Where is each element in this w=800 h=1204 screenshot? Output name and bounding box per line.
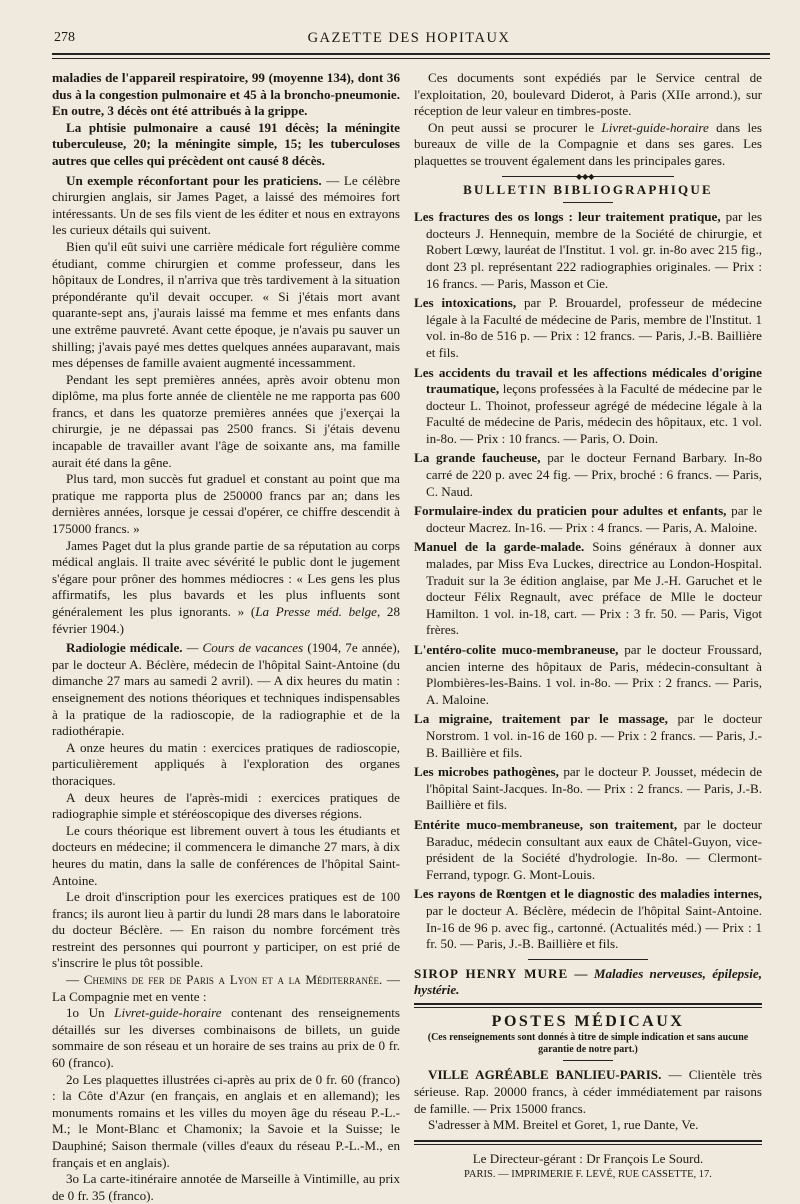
listing-title: VILLE AGRÉABLE BANLIEU-PARIS.	[428, 1067, 662, 1083]
availability-text: On peut aussi se procurer le	[428, 119, 602, 135]
printer-line: PARIS. — IMPRIMERIE F. LEVÉ, RUE CASSETTE, 17.	[464, 1169, 712, 1181]
radiology-paragraph: A onze heures du matin : exercices pratiques de radioscopie, particulièrement appliqués à l'exploration des organes thoraciques.	[52, 739, 400, 788]
page-number: 278	[54, 30, 75, 45]
left-column	[52, 70, 400, 1204]
tuberculosis-paragraph: La phtisie pulmonaire a causé 191 décès; la méningite tuberculeuse, 20; la méningite simple, 15; les tuberculoses autres que celles qui précèdent ont causé 8 décès.	[52, 119, 400, 168]
sirop-indications: — Maladies nerveuses, épilepsie, hystérie.	[414, 965, 763, 998]
right-column	[414, 70, 762, 1181]
railway-availability	[414, 120, 762, 170]
book-title: Manuel de la garde-malade.	[414, 539, 585, 555]
book-title: Les fractures des os longs : leur traitement pratique,	[414, 209, 721, 225]
book-entry	[414, 503, 762, 536]
mortality-paragraph: maladies de l'appareil respiratoire, 99 (moyenne 134), dont 36 dus à la congestion pulmonaire et 45 à la broncho-pneumonie. En outre, 3 décès ont été attribués à la grippe.	[52, 70, 400, 119]
listing-address: S'adresser à MM. Breitel et Goret, 1, rue Dante, Ve.	[428, 1117, 699, 1133]
book-details: par le docteur Froussard, ancien interne des hôpitaux de Paris, médecin-consultant à Plombières-les-Bains. 1 vol. in-8o. — Prix : 2 francs. — Paris, A. Maloine.	[426, 642, 762, 707]
paget-conclusion	[52, 538, 400, 638]
book-entry	[414, 295, 762, 361]
paget-paragraph: Plus tard, mon succès fut graduel et constant au point que ma pratique me rapporta plus de 250000 francs par an; dans les dernières années, lorsque je cessai d'opérer, ce chiffre descendit à 175000 francs. »	[52, 471, 400, 537]
ornament-divider	[502, 171, 674, 181]
item-text: contenant des renseignements détaillés sur les diverses combinaisons de billets, un guide sommaire de son réseau et un horaire de ses trains au prix de 0 fr. 60 (franco).	[52, 1005, 400, 1071]
book-title: La grande faucheuse,	[414, 450, 541, 466]
book-entry	[414, 209, 762, 292]
book-title: Entérite muco-membraneuse, son traitement,	[414, 816, 678, 832]
radiology-text: (1904, 7e année), par le docteur A. Béclère, médecin de l'hôpital Saint-Antoine (du dimanche 27 mars au samedi 2 avril). — A dix heures du matin : enseignement des notions théoriques et techniques indispensables à la pratique de la radioscopie, de la radiographie et de la radiothérapie.	[52, 640, 400, 739]
book-entry	[414, 711, 762, 761]
book-entry	[414, 764, 762, 814]
book-title: Les intoxications,	[414, 295, 517, 311]
railway-continued: Ces documents sont expédiés par le Service central de l'exploitation, 20, boulevard Diderot, à Paris (XIIe arrond.), sur réception de leur valeur en timbres-poste.	[414, 70, 762, 119]
practice-listing	[414, 1067, 762, 1117]
book-title: Les accidents du travail et les affections médicales d'origine traumatique,	[414, 364, 762, 397]
radiology-paragraph: Le droit d'inscription pour les exercices pratiques est de 100 francs; ils auront lieu à partir du lundi 28 mars dans le laboratoire du docteur Béclère. — En raison du nombre forcément très restreint des personnes qui pourront y participer, on est prié de s'inscrire le plus tôt possible.	[52, 889, 400, 971]
book-details: leçons professées à la Faculté de médecine par le docteur L. Thoinot, professeur agrégé de médecine légale à la Faculté de médecine de Paris, médecin des hôpitaux, etc. 1 vol. in-8o. — Prix : 10 francs. — Paris, O. Doin.	[426, 381, 762, 446]
availability-text-end: dans les bureaux de ville de la Compagnie et dans ses gares. Les plaquettes se trouvent également dans les principales gares.	[414, 119, 763, 168]
bulletin-heading: BULLETIN BIBLIOGRAPHIQUE	[463, 181, 713, 197]
short-rule	[563, 202, 613, 203]
book-details: par le docteur Baraduc, médecin consultant aux eaux de Châtel-Guyon, vice-président de la Société d'hydrologie. In-8o. — Clermont-Ferrand, typogr. G. Mont-Louis.	[426, 816, 762, 882]
paget-conclusion-text: James Paget dut la plus grande partie de sa réputation au corps médical anglais. Il traite avec sévérité le public dont le jugement s'égare pour prôner des hommes médiocres : « Les gens les plus affirmatifs, les plus bavards et les plus influents sont généralement les plus ignorants. » (	[52, 537, 400, 619]
book-title: L'entéro-colite muco-membraneuse,	[414, 642, 619, 657]
radiology-subtitle: — Cours de vacances	[182, 640, 304, 656]
sirop-brand: SIROP HENRY MURE	[414, 965, 569, 981]
paget-article-title: Un exemple réconfortant pour les praticiens.	[66, 172, 322, 188]
book-title: Les rayons de Rœntgen et le diagnostic des maladies internes,	[414, 886, 762, 902]
railway-item-2: 2o Les plaquettes illustrées ci-après au prix de 0 fr. 60 (franco) : la Côte d'Azur (en français, en anglais et en allemand); les monuments romains et les villes du moyen âge du réseau P.-L.-M.; le Mont-Blanc et Chamonix; la Savoie et la Suisse; le Dauphiné; Saison thermale (villes d'eaux du réseau P.-L.-M., en français et en anglais).	[52, 1071, 400, 1170]
header-rule	[52, 53, 770, 55]
paget-paragraph: Pendant les sept premières années, après avoir obtenu mon diplôme, ma plus forte année de clientèle ne me rapporta pas 600 francs, et dans les quatorze premières années que j'exerçai la chirurgie, je ne dépassai pas 2500 francs. Si j'étais devenu incapable de travailler avant l'âge de soixante ans, ma famille aurait été dans la gêne.	[52, 371, 400, 470]
book-details: par le docteur P. Jousset, médecin de l'hôpital Saint-Jacques. In-8o. — Prix : 2 francs. — Paris, J.-B. Baillière et fils.	[426, 764, 763, 813]
postes-disclaimer: (Ces renseignements sont donnés à titre de simple indication et sans aucune garantie de notre part.)	[427, 1032, 749, 1056]
book-entry	[414, 886, 762, 952]
radiology-course-paragraph	[52, 640, 400, 740]
paget-paragraph: Bien qu'il eût suivi une carrière médicale fort régulière comme étudiant, comme chirurgien et comme professeur, dans les hôpitaux de Londres, il n'arriva que très tardivement à la situation prépondérante qu'il devait occuper. « Si j'étais mort avant quarante-sept ans, j'aurais laissé ma femme et mes enfants dans une extrême pauvreté. Avant cette époque, je n'avais pu sauver un shilling; j'avais payé mes dettes quelques années auparavant, mais mes dépenses de famille avaient augmenté incessamment.	[52, 238, 400, 371]
book-details: par P. Brouardel, professeur de médecine légale à la Faculté de médecine de Paris, membre de l'Institut. 1 vol. in-8o de 516 p. — Prix : 12 francs. — Paris, J.-B. Baillière et fils.	[426, 295, 762, 360]
paget-article-intro	[52, 173, 400, 239]
director-line: Le Directeur-gérant : Dr François Le Sourd.	[472, 1150, 704, 1166]
divider-rule	[528, 959, 648, 960]
double-rule	[414, 1140, 762, 1145]
book-entry	[414, 539, 762, 639]
book-details: par le docteur A. Béclère, médecin de l'hôpital Saint-Antoine. In-16 de 96 p. avec fig., cartonné. (Actualités méd.) — Prix : 1 fr. 50. — Paris, J.-B. Baillière et fils.	[426, 902, 762, 952]
railway-item-1	[52, 1005, 400, 1071]
listing-text: — Clientèle très sérieuse. Rap. 20000 francs, à céder immédiatement par raisons de famille. — Prix 15000 francs.	[414, 1067, 762, 1116]
book-details: par le docteur Norstrom. 1 vol. in-16 de 160 p. — Prix : 2 francs. — Paris, J.-B. Baillière et fils.	[426, 711, 762, 760]
source-citation: La Presse méd. belge	[255, 604, 377, 619]
short-rule	[563, 1060, 613, 1061]
book-entry	[414, 450, 762, 500]
railway-company-title: — Chemins de fer de Paris a Lyon et a la Méditerranée. —	[66, 972, 400, 988]
source-date: , 28 février 1904.)	[52, 604, 401, 636]
sirop-advert	[414, 966, 762, 999]
book-title: Formulaire-index du praticien pour adultes et enfants,	[414, 503, 727, 519]
header-rule-thin	[52, 58, 770, 59]
radiology-paragraph: Le cours théorique est librement ouvert à tous les étudiants et docteurs en médecine; il commencera le dimanche 27 mars, à dix heures du matin, dans la salle de conférences de l'hôpital Saint-Antoine.	[52, 822, 400, 888]
page-header	[50, 30, 768, 52]
book-title: La migraine, traitement par le massage,	[414, 711, 668, 727]
book-entry	[414, 817, 762, 883]
guide-title: Livret-guide-horaire	[114, 1005, 222, 1021]
book-title: Les microbes pathogènes,	[414, 764, 559, 780]
book-entry	[414, 642, 762, 708]
double-rule	[414, 1003, 762, 1008]
journal-title: GAZETTE DES HOPITAUX	[307, 30, 511, 46]
item-number: 1o Un	[66, 1005, 115, 1021]
radiology-paragraph: A deux heures de l'après-midi : exercices pratiques de radiographie simple et stéréoscopique des diverses régions.	[52, 789, 400, 822]
railway-item-3: 3o La carte-itinéraire annotée de Marseille à Vintimille, au prix de 0 fr. 35 (franco).	[52, 1171, 400, 1203]
railway-paragraph	[52, 972, 400, 1005]
paget-intro-text: — Le célèbre chirurgien anglais, sir James Paget, a laissé des mémoires fort intéressants. Un de ses fils vient de les éditer et nous en extrayons les curieux détails qui suivent.	[52, 172, 400, 238]
book-details: par les docteurs J. Hennequin, membre de la Société de chirurgie, et Robert Lœwy, lauréat de l'Institut. 1 vol. gr. in-8o avec 215 fig., dont 23 pl. représentant 222 radiographies originales. — Prix : 16 francs. — Paris, Masson et Cie.	[426, 209, 763, 291]
postes-heading: POSTES MÉDICAUX	[491, 1012, 685, 1030]
railway-intro: La Compagnie met en vente :	[52, 988, 207, 1004]
book-details: Soins généraux à donner aux malades, par Miss Eva Luckes, directrice au London-Hospital. Traduit sur la 3e édition anglaise, par Me J.-H. Garuchet et le docteur Félix Regnault, avec préface de Mlle le docteur Hamilton. 1 vol. in-18, cart. — Prix : 3 fr. 50. — Paris, Vigot frères.	[426, 539, 762, 638]
book-details: par le docteur Fernand Barbary. In-8o carré de 220 p. avec 24 fig. — Prix, broché : 6 francs. — Paris, C. Naud.	[426, 450, 762, 499]
guide-title: Livret-guide-horaire	[601, 119, 709, 135]
ornament-icon: ◆◆◆	[576, 171, 595, 181]
radiology-title: Radiologie médicale.	[66, 640, 183, 656]
book-entry	[414, 365, 762, 448]
book-details: par le docteur Macrez. In-16. — Prix : 4 francs. — Paris, A. Maloine.	[426, 503, 763, 535]
